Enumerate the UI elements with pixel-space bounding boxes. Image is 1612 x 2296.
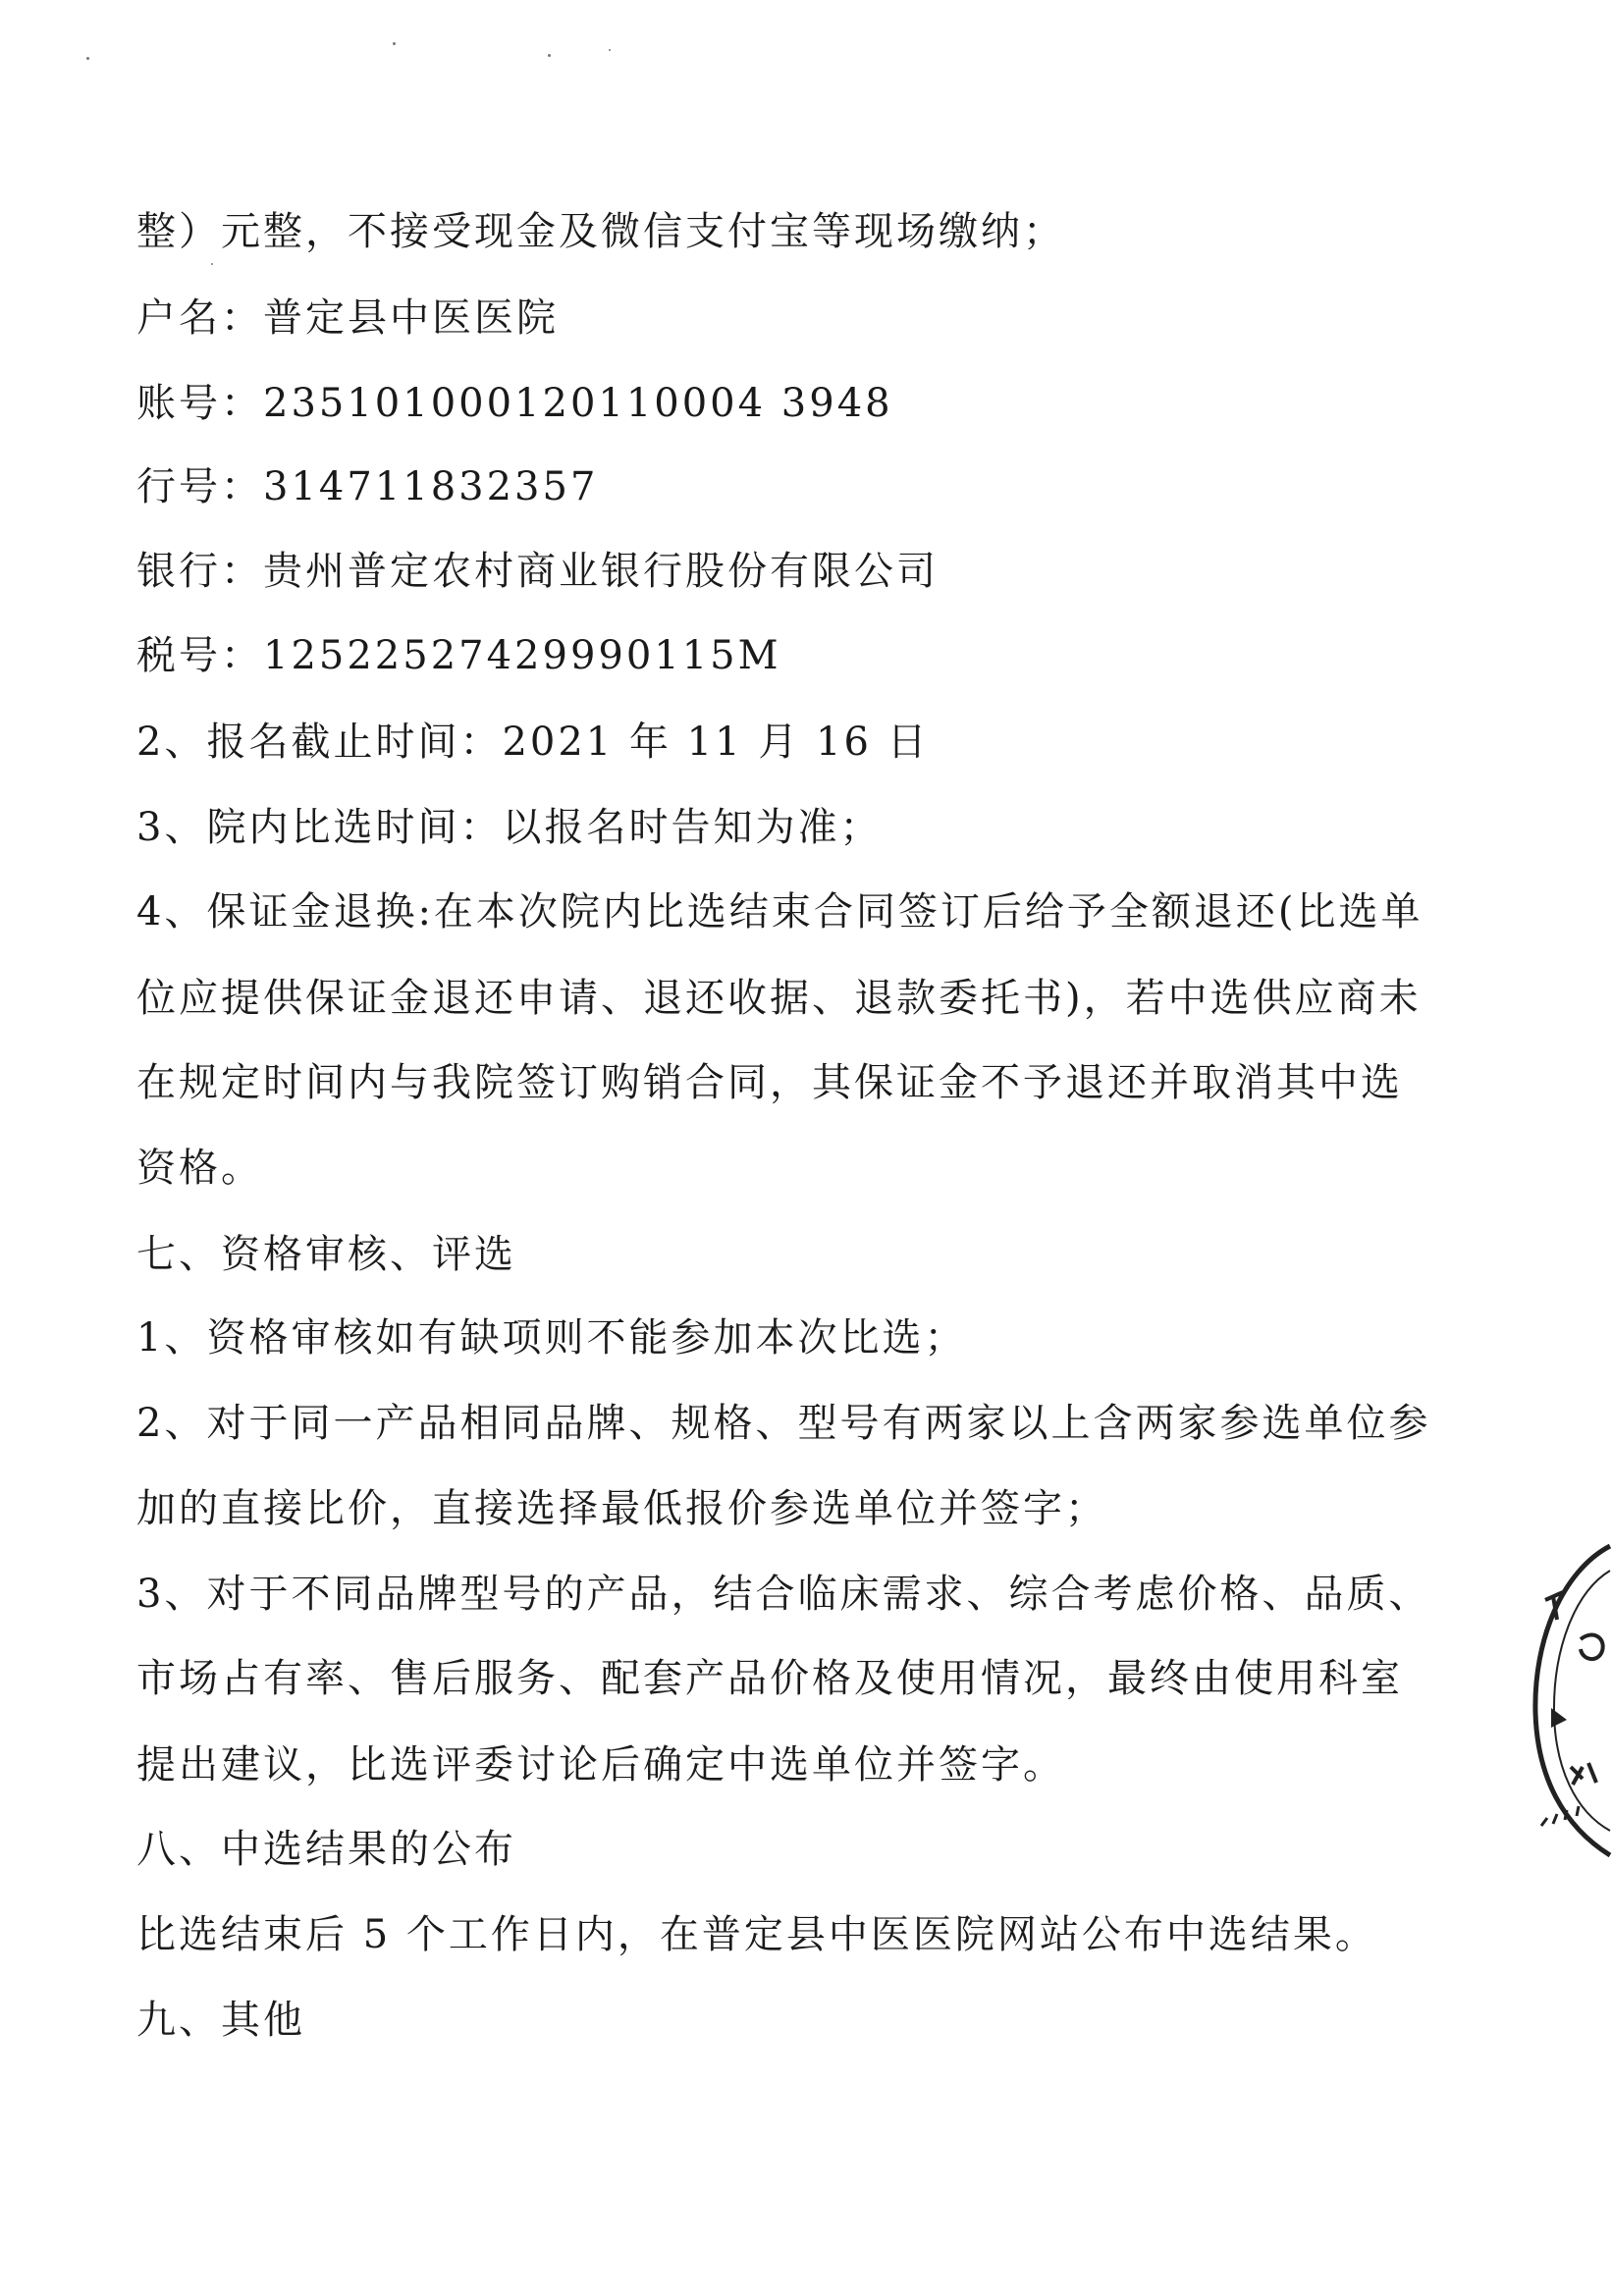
text-line-18: 市场占有率、售后服务、配套产品价格及使用情况，最终由使用科室 [136,1656,1403,1701]
text-line-15: 2、对于同一产品相同品牌、规格、型号有两家以上含两家参选单位参 [136,1401,1431,1446]
seal-stamp-fragment [1524,1531,1612,1885]
text-line-17: 3、对于不同品牌型号的产品，结合临床需求、综合考虑价格、品质、 [136,1572,1431,1617]
text-line-7: 2、报名截止时间：2021 年 11 月 16 日 [136,720,930,765]
text-line-1: 整）元整，不接受现金及微信支付宝等现场缴纳； [136,209,1065,254]
scan-speck [211,263,213,265]
scan-speck [609,49,611,51]
text-line-14: 1、资格审核如有缺项则不能参加本次比选； [136,1315,967,1361]
text-line-2: 户名：普定县中医医院 [136,295,559,341]
text-line-11: 在规定时间内与我院签订购销合同，其保证金不予退还并取消其中选 [136,1060,1403,1105]
text-line-5: 银行：贵州普定农村商业银行股份有限公司 [136,549,939,594]
scan-speck [393,42,396,45]
text-line-22: 九、其他 [136,1998,305,2043]
text-line-20: 八、中选结果的公布 [136,1827,516,1872]
text-line-6: 税号：12522527429990115M [136,633,781,678]
text-line-21: 比选结束后 5 个工作日内，在普定县中医医院网站公布中选结果。 [136,1912,1377,1957]
text-line-9: 4、保证金退换:在本次院内比选结束合同签订后给予全额退还(比选单 [136,889,1424,934]
text-line-10: 位应提供保证金退还申请、退还收据、退款委托书)，若中选供应商未 [136,976,1422,1021]
text-line-19: 提出建议，比选评委讨论后确定中选单位并签字。 [136,1742,1065,1788]
scan-speck [86,57,89,60]
text-line-4: 行号：314711832357 [136,464,599,509]
text-line-8: 3、院内比选时间：以报名时告知为准； [136,805,883,850]
scan-speck [548,54,551,57]
text-line-3: 账号：235101000120110004 3948 [136,381,893,426]
text-line-16: 加的直接比价，直接选择最低报价参选单位并签字； [136,1486,1107,1531]
text-line-12: 资格。 [136,1146,263,1191]
text-line-13: 七、资格审核、评选 [136,1232,516,1277]
